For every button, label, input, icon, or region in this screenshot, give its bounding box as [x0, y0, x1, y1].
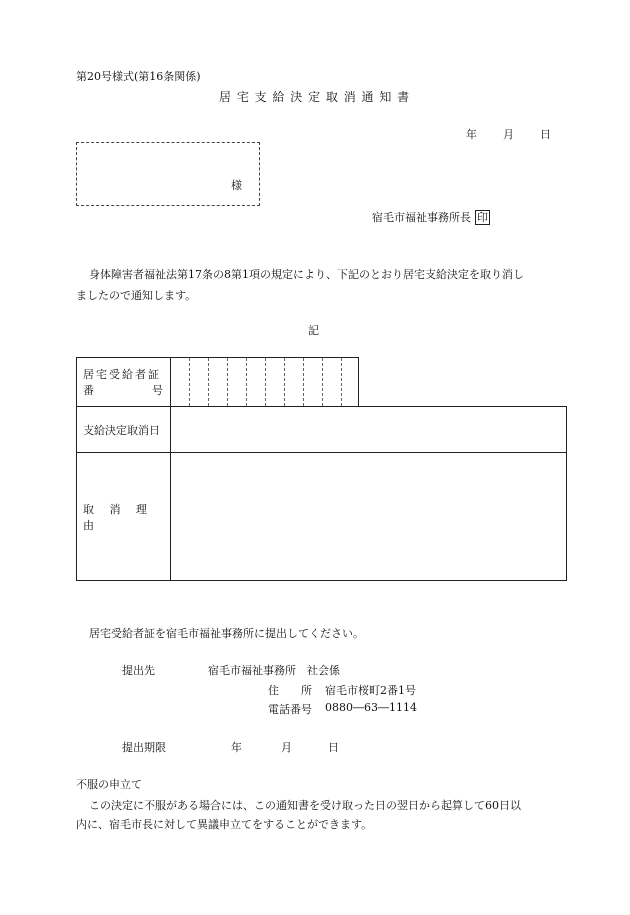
recipient-number-field[interactable]: [171, 358, 359, 407]
date-year: 年: [466, 128, 477, 141]
deadline-day: 日: [328, 741, 339, 754]
issuer: [372, 209, 490, 225]
body-text-line-1: 身体障害者福祉法第17条の8第1項の規定により、下記のとおり居宅支給決定を取り消し: [89, 268, 524, 281]
recipient-number-digits: [171, 358, 358, 406]
issuer-name: 宿毛市福祉事務所長: [372, 211, 471, 224]
digit-cell[interactable]: [304, 358, 323, 406]
date-month: 月: [503, 128, 514, 141]
recipient-number-label-line1: 居宅受給者証: [83, 368, 161, 381]
digit-cell[interactable]: [342, 358, 358, 406]
digit-cell[interactable]: [190, 358, 209, 406]
address-value: 宿毛市桜町2番1号: [325, 684, 416, 697]
deadline-year: 年: [231, 741, 242, 754]
ki-heading: 記: [308, 324, 319, 337]
form-number: 第20号様式(第16条関係): [76, 70, 201, 83]
deadline-month: 月: [281, 741, 292, 754]
recipient-number-label-ban: 番: [83, 384, 94, 397]
phone-value: 0880―63―1114: [325, 701, 417, 714]
digit-cell[interactable]: [266, 358, 285, 406]
recipient-number-label: [77, 358, 171, 407]
submit-to-label: 提出先: [122, 664, 155, 677]
notice-table: [76, 357, 567, 581]
submit-to-office: 宿毛市福祉事務所 社会係: [208, 664, 340, 677]
table-row-cancel-reason: [77, 453, 567, 581]
appeal-text-line-2: 内に、宿毛市長に対して異議申立てをすることができます。: [76, 818, 373, 831]
cancel-date-field[interactable]: [171, 407, 567, 453]
phone-label: 電話番号: [268, 703, 312, 716]
addressee-box: [76, 142, 260, 206]
submit-instruction: 居宅受給者証を宿毛市福祉事務所に提出してください。: [89, 627, 364, 640]
body-text-line-2: ましたので通知します。: [76, 289, 197, 302]
addressee-suffix: 様: [231, 179, 242, 192]
table-row-cancel-date: [77, 407, 567, 453]
appeal-text-line-1: この決定に不服がある場合には、この通知書を受け取った日の翌日から起算して60日以: [89, 799, 521, 812]
cancel-reason-label: 取 消 理 由: [77, 453, 171, 581]
table-spacer: [359, 358, 567, 407]
digit-cell[interactable]: [247, 358, 266, 406]
date-day: 日: [540, 128, 551, 141]
recipient-number-label-go: 号: [152, 384, 163, 397]
table-row-recipient-number: [77, 358, 567, 407]
digit-cell[interactable]: [228, 358, 247, 406]
address-label: 住 所: [268, 684, 312, 697]
digit-cell[interactable]: [323, 358, 342, 406]
seal-mark: 印: [477, 211, 488, 224]
digit-cell[interactable]: [209, 358, 228, 406]
recipient-number-label-line2: [83, 382, 163, 398]
deadline-label: 提出期限: [122, 741, 166, 754]
cancel-date-label: 支給決定取消日: [77, 407, 171, 453]
appeal-heading: 不服の申立て: [76, 778, 142, 791]
cancel-reason-field[interactable]: [171, 453, 567, 581]
page-title: 居 宅 支 給 決 定 取 消 通 知 書: [219, 90, 411, 104]
digit-cell[interactable]: [171, 358, 190, 406]
digit-cell[interactable]: [285, 358, 304, 406]
